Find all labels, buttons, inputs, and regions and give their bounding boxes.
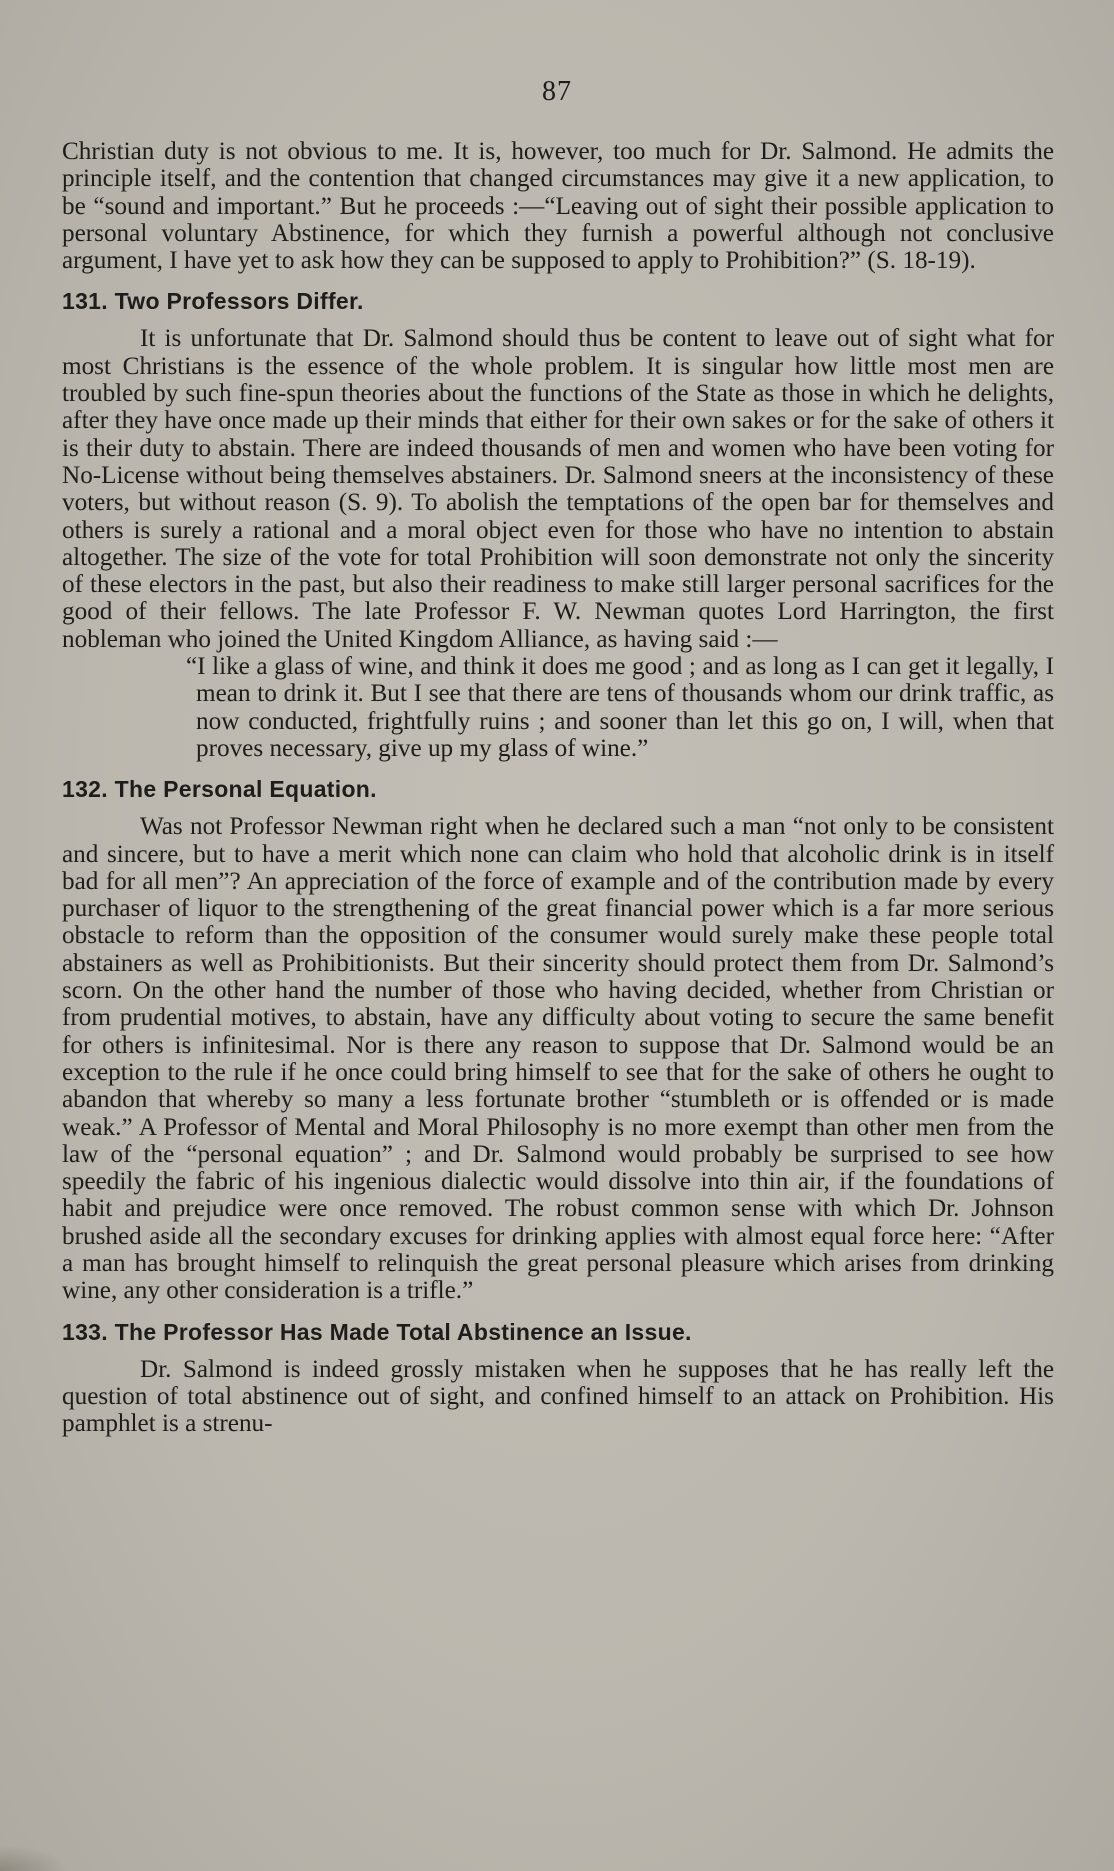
block-quote-harrington: “I like a glass of wine, and think it does me good ; and as long as I can get it legally, I mean to drink it. But I see that there are tens of thousands whom our drink traffic, as now conducted, frightfully ruins ; and sooner than let this go on, I will, when that proves necessary, give up my glass of wine.” xyxy=(186,653,1054,762)
page-edge-stain xyxy=(0,1845,70,1871)
paragraph-131: It is unfortunate that Dr. Salmond should thus be content to leave out of sight what for most Christians is the essence of the whole problem. It is singular how little most men are troubled by such fine-spun theories about the functions of the State as those in which he delights, after they have once made up their minds that either for their own sakes or for the sake of others it is their duty to abstain. There are indeed thousands of men and women who have been voting for No-License without being themselves abstainers. Dr. Salmond sneers at the inconsistency of these voters, but without reason (S. 9). To abolish the temptations of the open bar for themselves and others is surely a rational and a moral object even for those who have no intention to abstain altogether. The size of the vote for total Prohibition will soon demonstrate not only the sincerity of these electors in the past, but also their readiness to make still larger personal sacrifices for the good of their fellows. The late Professor F. W. Newman quotes Lord Harrington, the first nobleman who joined the United Kingdom Alliance, as having said :— xyxy=(62,325,1054,653)
section-heading-133: 133. The Professor Has Made Total Abstinence an Issue. xyxy=(62,1318,692,1345)
paragraph-continuation: Christian duty is not obvious to me. It is, however, too much for Dr. Salmond. He admits the principle itself, and the contention that changed circumstances may give it a new application, to be “sound and important.” But he proceeds :—“Leaving out of sight their possible application to personal voluntary Abstinence, for which they furnish a powerful although not conclusive argument, I have yet to ask how they can be supposed to apply to Prohibition?” (S. 18-19). xyxy=(62,138,1054,275)
page-content xyxy=(62,138,1054,1437)
section-heading-132: 132. The Personal Equation. xyxy=(62,776,377,803)
paragraph-133: Dr. Salmond is indeed grossly mistaken when he supposes that he has really left the question of total abstinence out of sight, and confined himself to an attack on Prohibition. His pamphlet is a strenu- xyxy=(62,1355,1054,1438)
paragraph-132: Was not Professor Newman right when he declared such a man “not only to be consistent and sincere, but to have a merit which none can claim who hold that alcoholic drink is in itself bad for all men”? An appreciation of the force of example and of the contribution made by every purchaser of liquor to the strengthening of the great financial power which is a far more serious obstacle to reform than the opposition of the consumer would surely make these people total abstainers as well as Prohibitionists. But their sincerity should protect them from Dr. Salmond’s scorn. On the other hand the number of those who having decided, whether from Christian or from prudential motives, to abstain, have any difficulty about voting to secure the same benefit for others is infinitesimal. Nor is there any reason to suppose that Dr. Salmond would be an exception to the rule if he once could bring himself to see that for the sake of others he ought to abandon that whereby so many a less fortunate brother “stumbleth or is offended or is made weak.” A Professor of Mental and Moral Philosophy is no more exempt than other men from the law of the “personal equation” ; and Dr. Salmond would probably be surprised to see how speedily the fabric of his ingenious dialectic would dissolve into thin air, if the foundations of habit and prejudice were once removed. The robust common sense with which Dr. Johnson brushed aside all the secondary excuses for drinking applies with almost equal force here: “After a man has brought himself to relinquish the great personal pleasure which arises from drinking wine, any other consideration is a trifle.” xyxy=(62,813,1054,1305)
section-heading-131: 131. Two Professors Differ. xyxy=(62,288,364,315)
page-number: 87 xyxy=(542,76,572,107)
